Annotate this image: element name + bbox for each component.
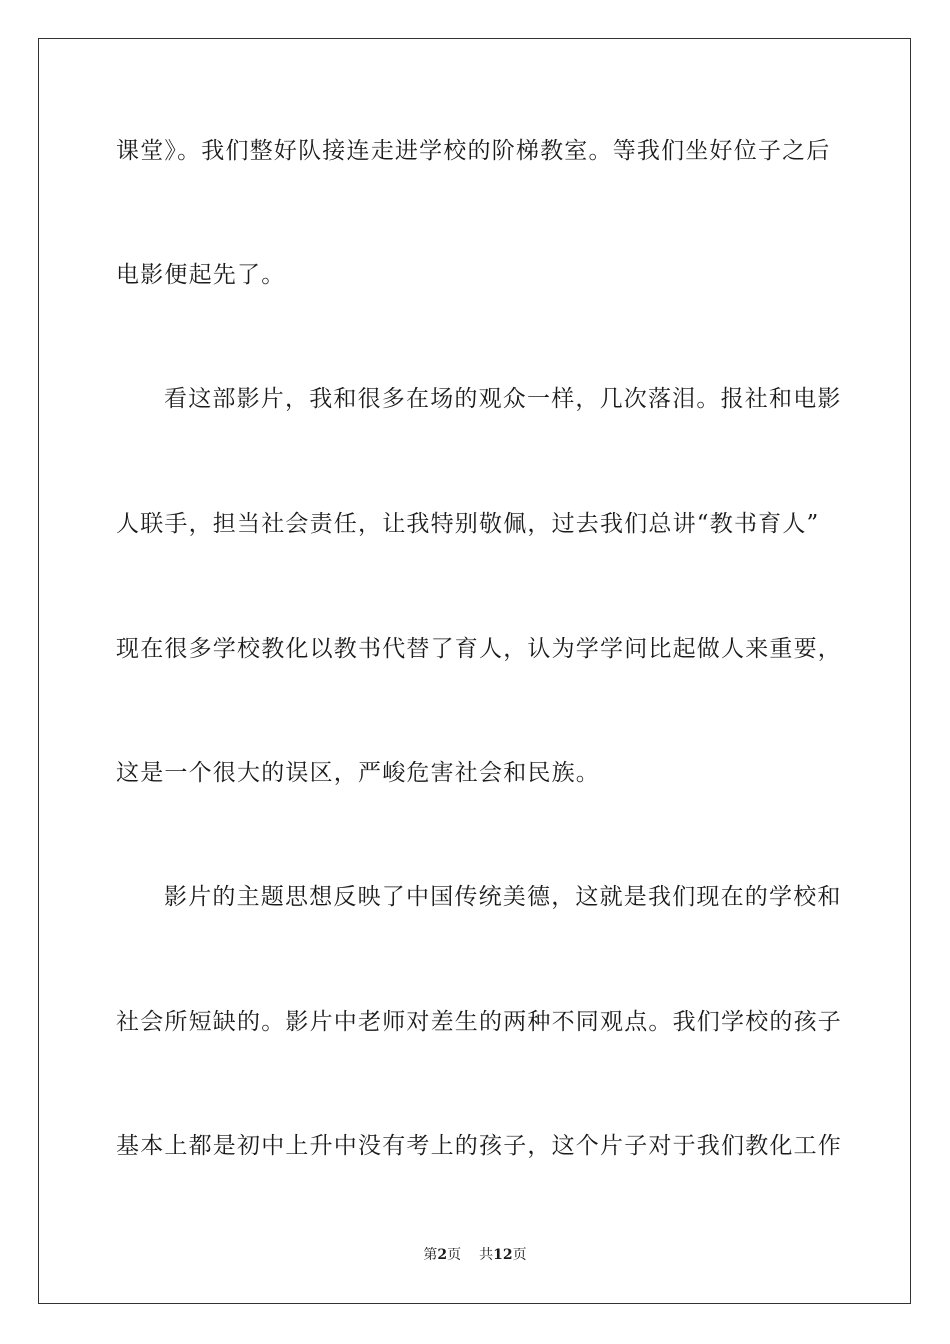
page-prefix: 第 [423, 1247, 438, 1263]
text-line: 现在很多学校教化以教书代替了育人，认为学学问比起做人来重要， [116, 636, 842, 662]
text-line: 基本上都是初中上升中没有考上的孩子，这个片子对于我们教化工作 [116, 1133, 842, 1159]
paragraph-start-line: 影片的主题思想反映了中国传统美德，这就是我们现在的学校和 [164, 884, 842, 910]
page-unit: 页 [447, 1247, 462, 1263]
text-line: 课堂》。我们整好队接连走进学校的阶梯教室。等我们坐好位子之后 [116, 138, 831, 164]
total-prefix: 共 [479, 1247, 494, 1263]
paragraph-start-line: 看这部影片，我和很多在场的观众一样，几次落泪。报社和电影 [164, 386, 842, 412]
page-frame [38, 38, 911, 1304]
text-line: 社会所短缺的。影片中老师对差生的两种不同观点。我们学校的孩子 [116, 1009, 842, 1035]
text-line: 电影便起先了。 [116, 262, 286, 288]
page-footer [0, 1245, 950, 1265]
total-page-count: 12 [493, 1247, 513, 1263]
total-unit: 页 [512, 1247, 527, 1263]
current-page-number: 2 [437, 1247, 448, 1263]
text-line: 人联手，担当社会责任，让我特别敬佩，过去我们总讲“教书育人” [116, 511, 820, 537]
text-line: 这是一个很大的误区，严峻危害社会和民族。 [116, 760, 600, 786]
